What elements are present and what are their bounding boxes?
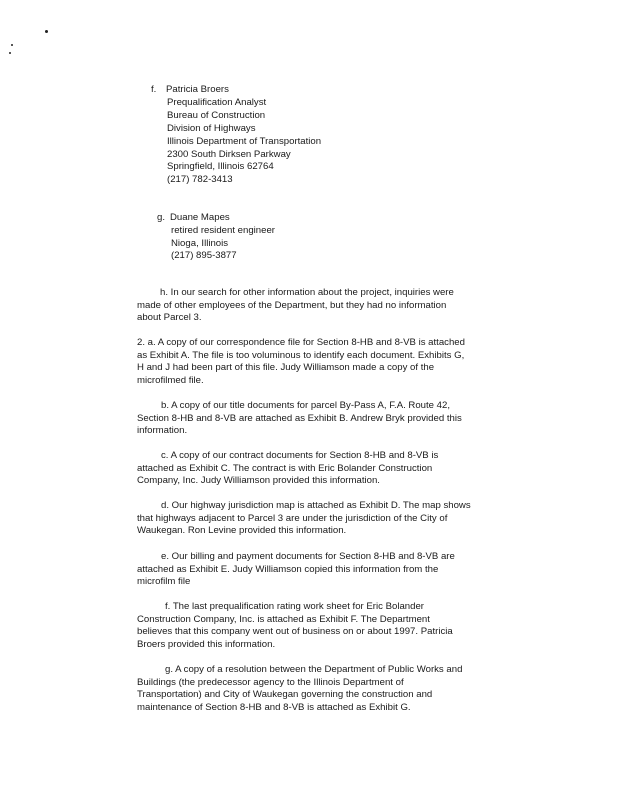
contact-detail: retired resident engineer (171, 225, 275, 236)
contact-detail: Illinois Department of Transportation (167, 136, 322, 147)
contact-detail: (217) 895-3877 (171, 250, 237, 261)
paragraph-line: b. A copy of our title documents for parcel By-Pass A, F.A. Route 42, (161, 400, 451, 411)
paragraph-line: d. Our highway jurisdiction map is attached as Exhibit D. The map shows (161, 500, 471, 511)
contact-detail: Division of Highways (167, 123, 256, 134)
scan-speck (11, 44, 13, 46)
paragraph-line: attached as Exhibit C. The contract is with Eric Bolander Construction (137, 463, 433, 474)
paragraph-line: H and J had been part of this file. Judy Williamson made a copy of the (137, 362, 435, 373)
contact-detail: Springfield, Illinois 62764 (167, 161, 274, 172)
scan-speck (45, 30, 48, 33)
paragraph-line: information. (137, 425, 188, 436)
paragraph-line: Section 8-HB and 8-VB are attached as Exhibit B. Andrew Bryk provided this (137, 413, 462, 424)
contact-detail: Nioga, Illinois (171, 238, 229, 249)
paragraph-line: e. Our billing and payment documents for Section 8-HB and 8-VB are (161, 551, 455, 562)
paragraph-line: c. A copy of our contract documents for Section 8-HB and 8-VB is (161, 450, 439, 461)
contact-detail: (217) 782-3413 (167, 174, 233, 185)
paragraph-line: Waukegan. Ron Levine provided this information. (137, 525, 347, 536)
contact-name: Patricia Broers (166, 84, 229, 95)
paragraph-line: g. A copy of a resolution between the Department of Public Works and (165, 664, 463, 675)
paragraph-line: microfilm file (137, 576, 191, 587)
paragraph-line: that highways adjacent to Parcel 3 are under the jurisdiction of the City of (137, 513, 448, 524)
paragraph-line: 2. a. A copy of our correspondence file for Section 8-HB and 8-VB is attached (137, 337, 465, 348)
paragraph-line: believes that this company went out of business on or about 1997. Patricia (137, 626, 453, 637)
paragraph-line: as Exhibit A. The file is too voluminous to identify each document. Exhibits G, (137, 350, 465, 361)
paragraph-line: Transportation) and City of Waukegan governing the construction and (137, 689, 433, 700)
contact-detail: Prequalification Analyst (167, 97, 267, 108)
scan-speck (9, 52, 11, 54)
paragraph-line: Buildings (the predecessor agency to the Illinois Department of (137, 677, 404, 688)
paragraph-line: Company, Inc. Judy Williamson provided this information. (137, 475, 380, 486)
paragraph-line: f. The last prequalification rating work sheet for Eric Bolander (165, 601, 424, 612)
paragraph-line: Construction Company, Inc. is attached as Exhibit F. The Department (137, 614, 430, 625)
contact-detail: 2300 South Dirksen Parkway (167, 149, 291, 160)
contact-marker: f. (151, 84, 157, 95)
paragraph-line: maintenance of Section 8-HB and 8-VB is attached as Exhibit G. (137, 702, 411, 713)
paragraph-line: Broers provided this information. (137, 639, 276, 650)
paragraph-line: h. In our search for other information about the project, inquiries were (160, 287, 454, 298)
contact-name: Duane Mapes (170, 212, 230, 223)
paragraph-line: about Parcel 3. (137, 312, 202, 323)
paragraph-line: attached as Exhibit E. Judy Williamson copied this information from the (137, 564, 439, 575)
paragraph-line: microfilmed file. (137, 375, 204, 386)
contact-detail: Bureau of Construction (167, 110, 266, 121)
contact-marker: g. (157, 212, 166, 223)
paragraph-line: made of other employees of the Department, but they had no information (137, 300, 447, 311)
